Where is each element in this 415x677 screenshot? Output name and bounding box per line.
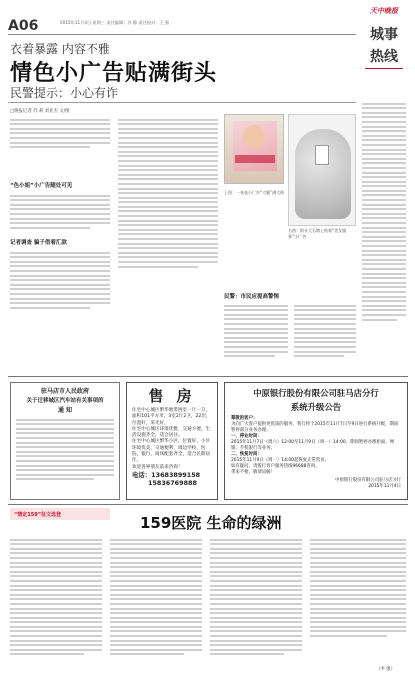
essay-title: 159医院 生命的绿洲: [140, 514, 282, 532]
date-line: 2015年11月4日 星期三 责任编辑：苏 静 责任校对：王 强: [60, 20, 170, 25]
brand-divider: [365, 68, 403, 69]
sale-title: 售 房: [148, 387, 196, 405]
house-sale-ad: [126, 382, 218, 500]
essay-column-2: [110, 536, 202, 658]
story-byline: □晚报记者 苏 莉 刘亚杰 文/图: [10, 109, 70, 114]
photo-street-ads: [224, 114, 284, 184]
story-column-1b: [10, 192, 110, 231]
bank-notice: [224, 382, 408, 500]
essay-column-1: [10, 536, 102, 658]
bank-title: 中原银行股份有限公司驻马店分行: [253, 388, 379, 398]
story-section-1: “色小姐”小广告随处可见: [10, 183, 73, 189]
notice-title-1: 驻马店市人民政府: [40, 388, 89, 395]
story-column-1c: [10, 249, 110, 311]
brand-section-1: 城事: [370, 27, 398, 43]
essay-banner: [10, 508, 110, 520]
essay-author: （李 强）: [376, 667, 395, 672]
essay-column-4: [310, 536, 406, 640]
essay-column-3: [210, 536, 302, 658]
story-subhead: 民警提示：小心有诈: [10, 86, 119, 100]
brand-logo: 天中晚报: [370, 7, 398, 15]
story-column-1: [10, 116, 110, 151]
bank-item-3: 二、恢复时间：: [231, 452, 262, 457]
government-notice: [10, 382, 120, 500]
bank-body: 为向广大客户提供更优质的服务，我行将于2015年11月7日至9日进行系统升级，期间暂停部分业务办理。: [231, 422, 399, 433]
sale-phone-2: 15836769888: [148, 478, 197, 487]
page-code: A06: [8, 18, 39, 34]
story-column-4: [294, 302, 356, 360]
bank-item-5: 如有疑问，请拨打客户服务热线96688咨询。: [231, 464, 320, 469]
page-header: [8, 6, 358, 36]
bank-item-1: 一、停业时间：: [231, 434, 262, 439]
story-headline: 情色小广告贴满街头: [10, 61, 218, 86]
notice-title-2: 关于迁移城区汽车站有关事项的: [26, 398, 104, 404]
story-section-3: 民警：市民应提高警惕: [224, 294, 280, 300]
brand-section-2: 热线: [370, 49, 398, 65]
section-brand: [361, 6, 407, 92]
sidebar-column: [362, 100, 406, 323]
essay-banner-tag: “情定159”征文选登: [14, 512, 62, 518]
bank-subtitle: 系统升级公告: [290, 402, 342, 412]
sale-line-3: 住宅中心城区繁华小区，位置好，小区环境优美，交通便利，周边学校、医院、银行、商场配套齐全，适合长期居住，: [132, 439, 211, 464]
story-column-2: [118, 116, 218, 270]
photo-caption-1: 上图：一张张小广告“大腿”满大街: [224, 190, 285, 195]
bank-greeting: 尊敬的客户：: [231, 416, 258, 421]
sale-phone-1: 电话：13683899158: [132, 470, 201, 479]
sale-line-4: 欢迎各界朋友前来咨询！: [132, 464, 183, 470]
bank-note: 带来不便，敬请谅解！: [231, 470, 275, 475]
sale-line-1: 住宅中心城区繁华地带两室一厅一卫，面积101平方米，3室2厅2卫，22层，位置好，采光好，: [132, 408, 211, 426]
photo-caption-2: 右图：街头大石墩上贴着“美女服务”小广告: [288, 228, 347, 239]
bank-item-4: 2015年11月9日（周一）14:00起恢复正常营业。: [231, 458, 330, 463]
story-kicker: 衣着暴露 内容不雅: [10, 42, 110, 56]
bank-signature: 中原银行股份有限公司驻马店分行: [335, 478, 401, 483]
story-section-2: 记者调查 骗子借着汇款: [10, 240, 67, 246]
story-column-3: [224, 302, 288, 360]
bank-item-2: 2015年11月7日（周六）12:00至11月9日（周一）14:00，期间暂停办理柜面、网银、手机银行等业务；: [231, 440, 395, 451]
notice-title-3: 通 知: [57, 407, 73, 414]
photo-stone-pillar: [288, 114, 356, 226]
sale-line-2: 住宅中心城区环境优雅，交通方便，生活设施齐全，适合居住。: [132, 426, 211, 439]
bank-sign-date: 2015年11月4日: [368, 484, 401, 489]
